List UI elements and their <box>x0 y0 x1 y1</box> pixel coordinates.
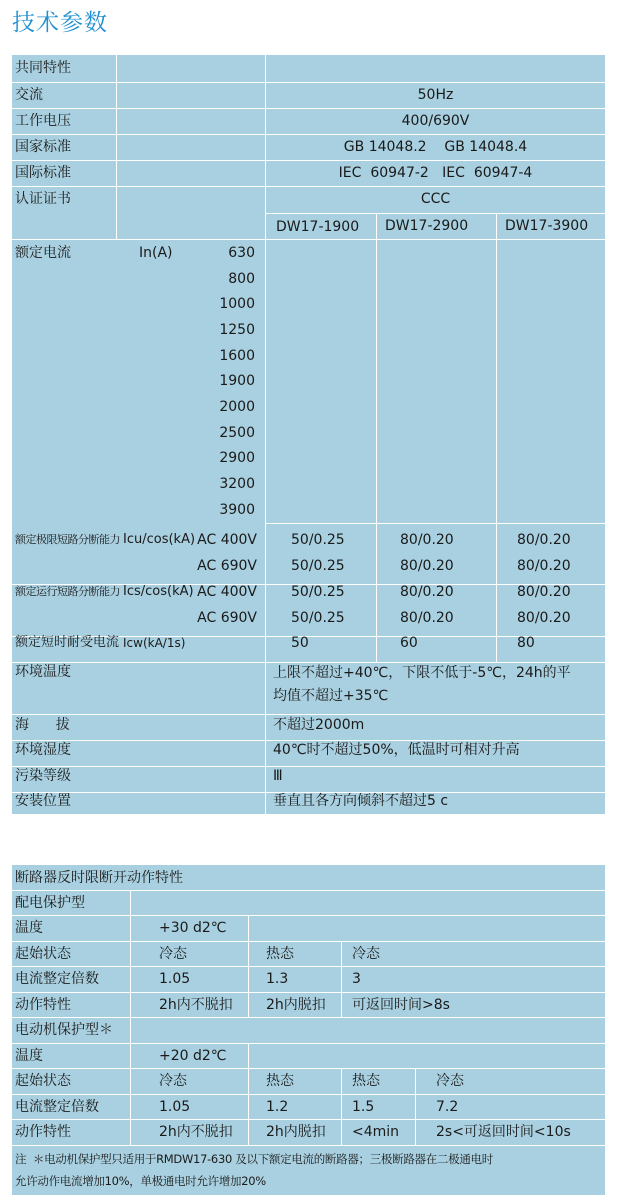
install-label: 安装位置 <box>15 793 71 809</box>
env-temp-line2: 均值不超过+35℃ <box>273 688 389 704</box>
ac-label: 交流 <box>15 87 43 103</box>
rated-current-label: 额定电流 <box>15 245 71 261</box>
icu400-value: 80/0.20 <box>400 532 454 548</box>
dist-action: 可返回时间>8s <box>352 997 450 1013</box>
ics690-value: 80/0.20 <box>517 610 571 626</box>
tech-params-table <box>12 55 605 814</box>
icw-label: 额定短时耐受电流 <box>15 635 120 650</box>
motor-state: 冷态 <box>159 1073 187 1089</box>
voltage-label: 工作电压 <box>15 113 71 129</box>
icu690-value: 80/0.20 <box>517 558 571 574</box>
mult-label: 电流整定倍数 <box>15 1099 99 1115</box>
distribution-type-title: 配电保护型 <box>15 895 85 911</box>
break-service-label: 额定运行短路分断能力 <box>15 585 120 598</box>
ics400-value: 50/0.25 <box>291 584 345 600</box>
motor-mult: 1.5 <box>352 1099 375 1115</box>
motor-state: 热态 <box>266 1073 294 1089</box>
intl-std-label: 国际标准 <box>15 165 71 181</box>
ac690-label: AC 690V <box>197 610 257 626</box>
current-value: 2500 <box>219 425 255 441</box>
current-value: 800 <box>228 271 255 287</box>
action-label: 动作特性 <box>15 997 71 1013</box>
temp-label: 温度 <box>15 920 43 936</box>
motor-state: 热态 <box>352 1073 380 1089</box>
current-value: 630 <box>228 245 255 261</box>
ics690-value: 50/0.25 <box>291 610 345 626</box>
action-label: 动作特性 <box>15 1124 71 1140</box>
ics690-value: 80/0.20 <box>400 610 454 626</box>
dist-mult: 1.05 <box>159 971 191 987</box>
current-value: 2900 <box>219 450 255 466</box>
current-value: 1600 <box>219 348 255 364</box>
cert-label: 认证证书 <box>15 191 71 207</box>
motor-temp-value: +20 d2℃ <box>159 1048 227 1064</box>
in-unit: In(A) <box>139 245 173 261</box>
dist-temp-value: +30 d2℃ <box>159 920 227 936</box>
icu690-value: 80/0.20 <box>400 558 454 574</box>
dist-mult: 1.3 <box>266 971 289 987</box>
note-line-1: 注 ＊电动机保护型只适用于RMDW17-630 及以下额定电流的断路器；三极断路器在二极通电时 <box>15 1152 493 1166</box>
state-label: 起始状态 <box>15 1073 71 1089</box>
ics-label: Ics/cos(kA) <box>123 584 194 599</box>
env-temp-label: 环境温度 <box>15 664 71 680</box>
env-temp-line1: 上限不超过+40℃，下限不低于-5℃，24h的平 <box>273 665 571 681</box>
icw-value: 80 <box>517 635 535 651</box>
install-value: 垂直且各方向倾斜不超过5 c <box>273 793 449 809</box>
ac690-label: AC 690V <box>197 558 257 574</box>
common-props-label: 共同特性 <box>15 60 71 76</box>
pollution-label: 污染等级 <box>15 768 71 784</box>
model-header: DW17-1900 <box>276 219 360 235</box>
current-value: 1250 <box>219 322 255 338</box>
icw-value: 60 <box>400 635 418 651</box>
dist-state: 冷态 <box>159 946 187 962</box>
motor-state: 冷态 <box>436 1073 464 1089</box>
break-limit-label: 额定极限短路分断能力 <box>15 533 120 546</box>
page-title: 技术参数 <box>12 10 108 36</box>
ac400-label: AC 400V <box>197 532 257 548</box>
state-label: 起始状态 <box>15 946 71 962</box>
current-value: 1000 <box>219 296 255 312</box>
icu690-value: 50/0.25 <box>291 558 345 574</box>
icw-value: 50 <box>291 635 309 651</box>
humidity-value: 40℃时不超过50%，低温时可相对升高 <box>273 742 520 758</box>
voltage-value: 400/690V <box>401 113 470 129</box>
altitude-label: 海 拔 <box>15 717 70 733</box>
motor-mult: 1.05 <box>159 1099 191 1115</box>
national-std-value: GB 14048.2 GB 14048.4 <box>343 139 528 155</box>
current-value: 3200 <box>219 476 255 492</box>
note-line-2: 允许动作电流增加10%，单极通电时允许增加20% <box>15 1174 266 1188</box>
icu400-value: 50/0.25 <box>291 532 345 548</box>
motor-type-title: 电动机保护型＊ <box>15 1022 113 1038</box>
icu-label: Icu/cos(kA) <box>123 532 196 547</box>
model-header: DW17-2900 <box>385 218 469 234</box>
motor-action: 2s<可返回时间<10s <box>436 1124 571 1140</box>
icw-unit: Icw(kA/1s) <box>123 636 186 650</box>
ac-value: 50Hz <box>417 87 454 103</box>
trip-table-title: 断路器反时限断开动作特性 <box>15 870 183 886</box>
motor-action: <4min <box>352 1124 400 1140</box>
motor-mult: 1.2 <box>266 1099 289 1115</box>
ics400-value: 80/0.20 <box>517 584 571 600</box>
ics400-value: 80/0.20 <box>400 584 454 600</box>
dist-action: 2h内脱扣 <box>266 997 326 1013</box>
altitude-value: 不超过2000m <box>273 717 365 733</box>
dist-mult: 3 <box>352 971 361 987</box>
current-value: 3900 <box>219 502 255 518</box>
current-value: 2000 <box>219 399 255 415</box>
mult-label: 电流整定倍数 <box>15 971 99 987</box>
cert-value: CCC <box>420 191 451 207</box>
pollution-value: Ⅲ <box>273 768 283 784</box>
icu400-value: 80/0.20 <box>517 532 571 548</box>
motor-mult: 7.2 <box>436 1099 459 1115</box>
motor-action: 2h内不脱扣 <box>159 1124 233 1140</box>
intl-std-value: IEC 60947-2 IEC 60947-4 <box>338 165 533 181</box>
dist-action: 2h内不脱扣 <box>159 997 233 1013</box>
humidity-label: 环境湿度 <box>15 742 71 758</box>
dist-state: 冷态 <box>352 946 380 962</box>
current-value: 1900 <box>219 373 255 389</box>
temp-label: 温度 <box>15 1048 43 1064</box>
model-header: DW17-3900 <box>505 218 589 234</box>
trip-characteristics-table <box>12 865 605 1195</box>
motor-action: 2h内脱扣 <box>266 1124 326 1140</box>
dist-state: 热态 <box>266 946 294 962</box>
ac400-label: AC 400V <box>197 584 257 600</box>
national-std-label: 国家标准 <box>15 139 71 155</box>
